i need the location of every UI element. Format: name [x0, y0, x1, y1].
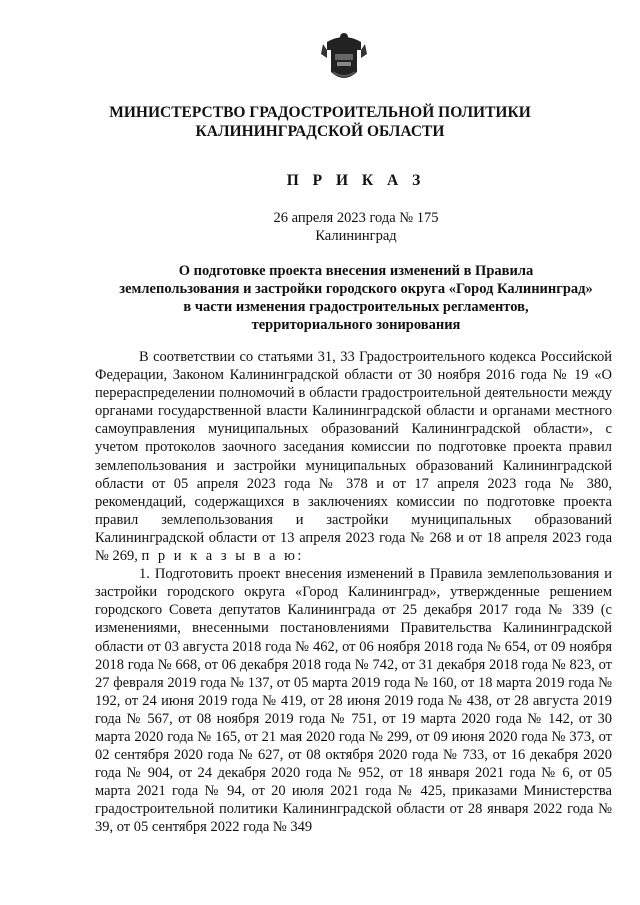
order-subject [0, 262, 640, 334]
body-paragraph-2: 1. Подготовить проект внесения изменений в Правила землепользования и застройки городского округа «Город Калининград», утвержденные решением городского Совета депутатов Калининграда от 25 декабря 2017 года № 339 (с изменениями, внесенными постановлениями Правительства Калининградской области от 03 августа 2018 года № 462, от 06 ноября 2018 года № 654, от 09 ноября 2018 года № 668, от 06 декабря 2018 года № 742, от 31 декабря 2018 года № 823, от 27 февраля 2019 года № 137, от 05 марта 2019 года № 160, от 18 марта 2019 года № 192, от 24 июня 2019 года № 419, от 28 июня 2019 года № 438, от 28 августа 2019 года № 567, от 08 ноября 2019 года № 751, от 19 марта 2020 года № 142, от 30 марта 2020 года № 165, от 21 мая 2020 года № 299, от 09 июня 2020 года № 373, от 02 сентября 2020 года № 627, от 08 октября 2020 года № 733, от 16 декабря 2020 года № 904, от 24 декабря 2020 года № 952, от 18 января 2021 года № 6, от 05 марта 2021 года № 94, от 20 июля 2021 года № 425, приказами Министерства градостроительной политики Калининградской области от 28 января 2022 года № 39, от 05 сентября 2022 года № 349 [95, 566, 612, 836]
ministry-name-line1: МИНИСТЕРСТВО ГРАДОСТРОИТЕЛЬНОЙ ПОЛИТИКИ [109, 104, 531, 121]
coat-of-arms-icon [319, 28, 369, 88]
ministry-name-line2: КАЛИНИНГРАДСКОЙ ОБЛАСТИ [195, 123, 445, 140]
order-body [95, 348, 612, 837]
order-date-block [0, 209, 640, 245]
body-paragraph-1 [95, 348, 612, 565]
subject-line-1: О подготовке проекта внесения изменений в Правила [178, 263, 534, 279]
subject-line-2: землепользования и застройки городского округа «Город Калининград» [119, 281, 593, 297]
order-date-number: 26 апреля 2023 года № 175 [273, 210, 439, 226]
ministry-header [0, 103, 640, 141]
paragraph-1-text: В соответствии со статьями 31, 33 Градостроительного кодекса Российской Федерации, Законом Калининградской области от 30 ноября 2016 года № 19 «О перераспределении полномочий в области градостроительной деятельности между органами государственной власти Калининградской области и органами местного самоуправления муниципальных образований Калининградской области», с учетом протоколов заочного заседания комиссии по подготовке проекта правил землепользования и застройки муниципальных образований Калининградской области от 05 апреля 2023 года № 378 и от 17 апреля 2023 года № 380, рекомендаций, содержащихся в заключениях комиссии по подготовке проекта правил землепользования и застройки муниципальных образований Калининградской области от 13 апреля 2023 года № 268 и от 18 апреля 2023 года № 269, [95, 349, 612, 565]
order-title: П Р И К А З [286, 172, 426, 189]
subject-line-4: территориального зонирования [251, 317, 461, 333]
order-city: Калининград [315, 228, 397, 244]
order-directive: п р и к а з ы в а ю: [141, 548, 304, 565]
subject-line-3: в части изменения градостроительных регламентов, [183, 299, 529, 315]
